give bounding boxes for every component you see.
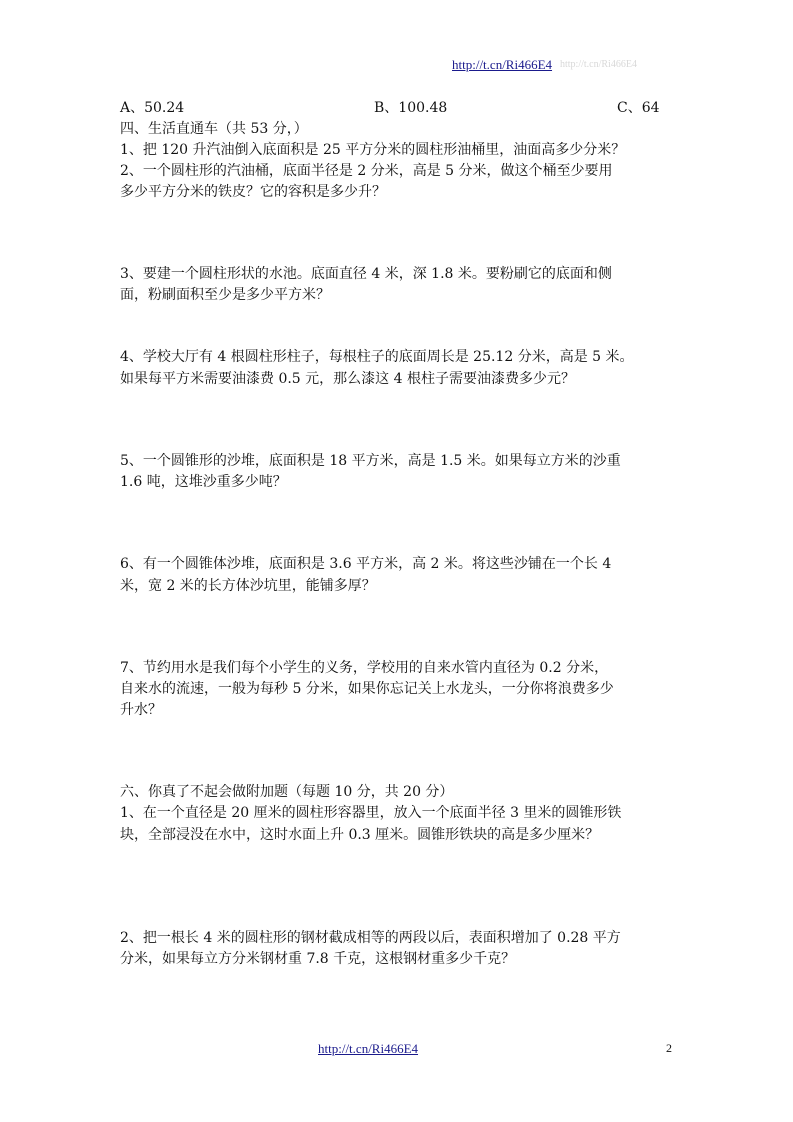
question-4-2-line-1: 2、一个圆柱形的汽油桶，底面半径是 2 分米，高是 5 分米，做这个桶至少要用 [120,163,613,179]
question-6-2-line-1: 2、把一根长 4 米的圆柱形的钢材截成相等的两段以后，表面积增加了 0.28 平方 [120,930,621,946]
question-4-4-line-2: 如果每平方米需要油漆费 0.5 元，那么漆这 4 根柱子需要油漆费多少元？ [120,371,575,387]
question-4-6-line-2: 米，宽 2 米的长方体沙坑里，能铺多厚？ [120,578,376,594]
question-4-2-line-2: 多少平方分米的铁皮？它的容积是多少升？ [120,184,386,200]
section-6-title: 六、你真了不起会做附加题（每题 10 分，共 20 分） [120,784,454,800]
question-6-2-line-2: 分米，如果每立方分米钢材重 7.8 千克，这根钢材重多少千克？ [120,951,516,967]
header-watermark-link: http://t.cn/Ri466E4 [560,59,637,70]
footer-url-link[interactable]: http://t.cn/Ri466E4 [318,1041,419,1056]
question-4-7-line-2: 自来水的流速，一般为每秒 5 分米，如果你忘记关上水龙头，一分你将浪费多少 [120,681,614,697]
question-4-1: 1、把 120 升汽油倒入底面积是 25 平方分米的圆柱形油桶里，油面高多少分米？ [120,142,626,158]
question-4-3-line-1: 3、要建一个圆柱形状的水池。底面直径 4 米，深 1.8 米。要粉刷它的底面和侧 [120,266,612,282]
option-a: A、50.24 [120,100,185,116]
option-c: C、64 [617,100,660,116]
page-number: 2 [666,1041,672,1055]
question-6-1-line-2: 块，全部浸没在水中，这时水面上升 0.3 厘米。圆锥形铁块的高是多少厘米？ [120,827,600,843]
question-6-1-line-1: 1、在一个直径是 20 厘米的圆柱形容器里，放入一个底面半径 3 里米的圆锥形铁 [120,805,622,821]
header-url-link[interactable]: http://t.cn/Ri466E4 [452,57,553,72]
section-4-title: 四、生活直通车（共 53 分，） [120,121,308,137]
question-4-7-line-3: 升水？ [120,702,162,718]
option-b: B、100.48 [374,100,448,116]
question-4-3-line-2: 面，粉刷面积至少是多少平方米？ [120,287,330,303]
question-4-5-line-1: 5、一个圆锥形的沙堆，底面积是 18 平方米，高是 1.5 米。如果每立方米的沙重 [120,453,621,469]
question-4-7-line-1: 7、节约用水是我们每个小学生的义务，学校用的自来水管内直径为 0.2 分米， [120,660,609,676]
question-4-6-line-1: 6、有一个圆锥体沙堆，底面积是 3.6 平方米，高 2 米。将这些沙铺在一个长 4 [120,556,612,572]
question-4-4-line-1: 4、学校大厅有 4 根圆柱形柱子，每根柱子的底面周长是 25.12 分米，高是 5 米。 [120,349,634,365]
question-4-5-line-2: 1.6 吨，这堆沙重多少吨？ [120,474,287,490]
